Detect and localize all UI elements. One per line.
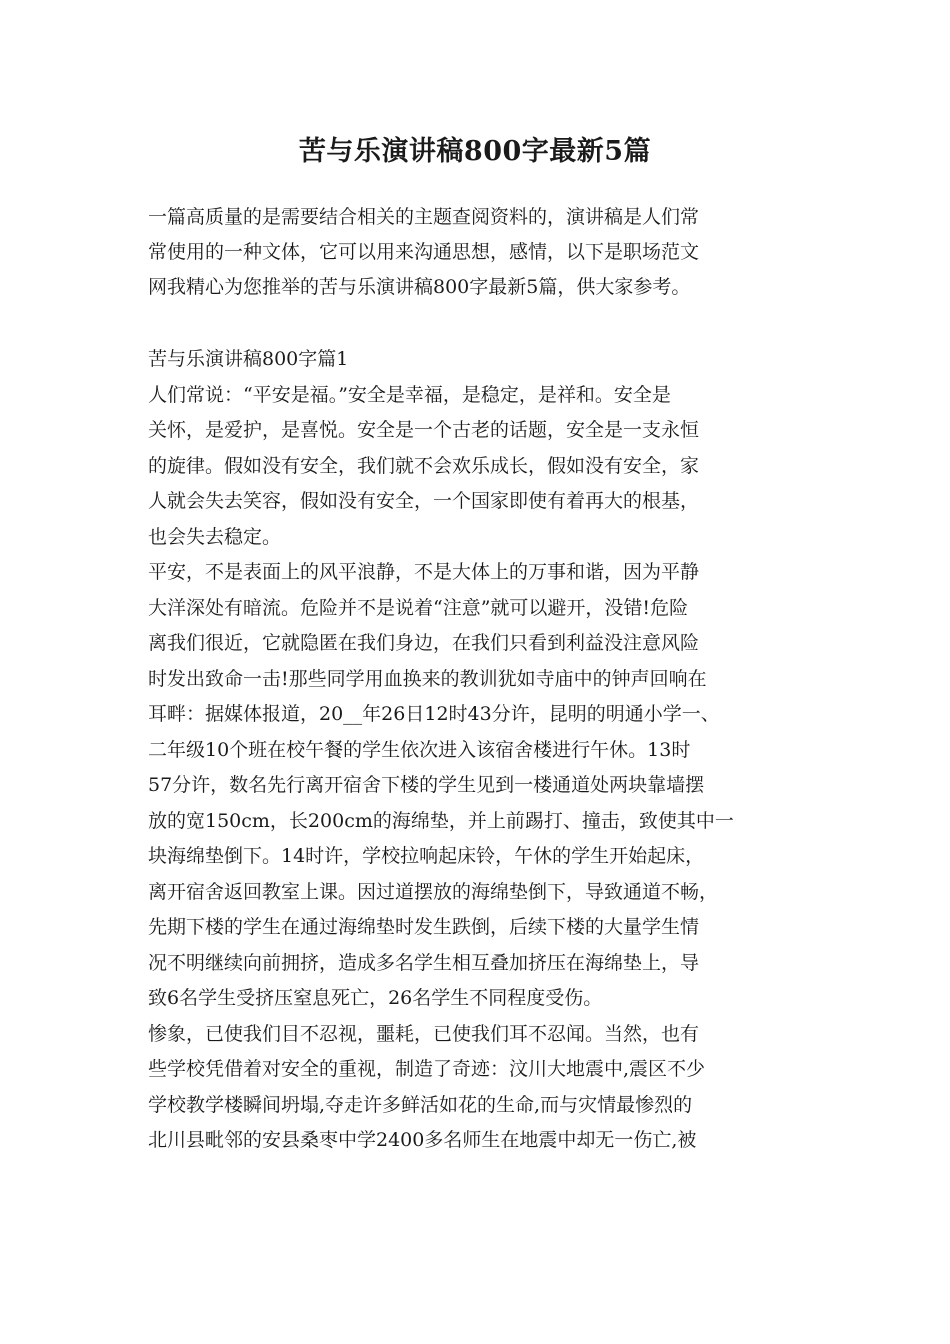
body-line: 的旋律。假如没有安全，我们就不会欢乐成长，假如没有安全，家 [148, 454, 700, 477]
body-line: 57分许，数名先行离开宿舍下楼的学生见到一楼通道处两块靠墙摆 [148, 774, 705, 796]
intro-line: 常使用的一种文体，它可以用来沟通思想，感情，以下是职场范文 [148, 241, 700, 263]
body-line: 耳畔：据媒体报道，20__年26日12时43分许，昆明的明通小学一、 [148, 703, 720, 725]
body-line: 人就会失去笑容，假如没有安全，一个国家即使有着再大的根基， [148, 490, 700, 512]
body-line: 块海绵垫倒下。14时许，学校拉响起床铃，午休的学生开始起床， [148, 845, 705, 867]
body-line: 况不明继续向前拥挤，造成多名学生相互叠加挤压在海绵垫上，导 [148, 951, 700, 974]
body-line: 时发出致命一击!那些同学用血换来的教训犹如寺庙中的钟声回响在 [148, 667, 707, 690]
body-line: 先期下楼的学生在通过海绵垫时发生跌倒，后续下楼的大量学生情 [148, 916, 700, 938]
body-line: 关怀，是爱护，是喜悦。安全是一个古老的话题，安全是一支永恒 [148, 419, 700, 441]
section-heading: 苦与乐演讲稿800字篇1 [148, 348, 349, 370]
body-line: 大洋深处有暗流。危险并不是说着“注意”就可以避开，没错!危险 [148, 596, 689, 619]
body-line: 二年级10个班在校午餐的学生依次进入该宿舍楼进行午休。13时 [148, 738, 691, 761]
intro-line: 一篇高质量的是需要结合相关的主题查阅资料的，演讲稿是人们常 [148, 206, 700, 228]
body-line: 致6名学生受挤压窒息死亡，26名学生不同程度受伤。 [148, 987, 603, 1009]
body-line: 惨象，已使我们目不忍视，噩耗，已使我们耳不忍闻。当然，也有 [148, 1022, 700, 1045]
body-line: 平安，不是表面上的风平浪静，不是大体上的万事和谐，因为平静 [148, 561, 700, 583]
section-body [148, 342, 828, 1159]
document-title: 苦与乐演讲稿800字最新5篇 [298, 136, 652, 167]
body-line: 离开宿舍返回教室上课。因过道摆放的海绵垫倒下，导致通道不畅， [148, 880, 719, 903]
body-line: 放的宽150cm，长200cm的海绵垫，并上前踢打、撞击，致使其中一 [148, 809, 734, 832]
body-line: 些学校凭借着对安全的重视，制造了奇迹：汶川大地震中,震区不少 [148, 1058, 706, 1080]
body-line: 也会失去稳定。 [148, 525, 282, 548]
body-line: 北川县毗邻的安县桑枣中学2400多名师生在地震中却无一伤亡,被 [148, 1129, 697, 1151]
intro-paragraph [148, 200, 828, 305]
intro-line: 网我精心为您推举的苦与乐演讲稿800字最新5篇，供大家参考。 [148, 276, 691, 298]
body-line: 离我们很近，它就隐匿在我们身边，在我们只看到利益没注意风险 [148, 632, 700, 654]
body-line: 人们常说：“平安是福。”安全是幸福，是稳定，是祥和。安全是 [148, 383, 671, 406]
body-line: 学校教学楼瞬间坍塌,夺走许多鲜活如花的生命,而与灾情最惨烈的 [148, 1093, 693, 1116]
